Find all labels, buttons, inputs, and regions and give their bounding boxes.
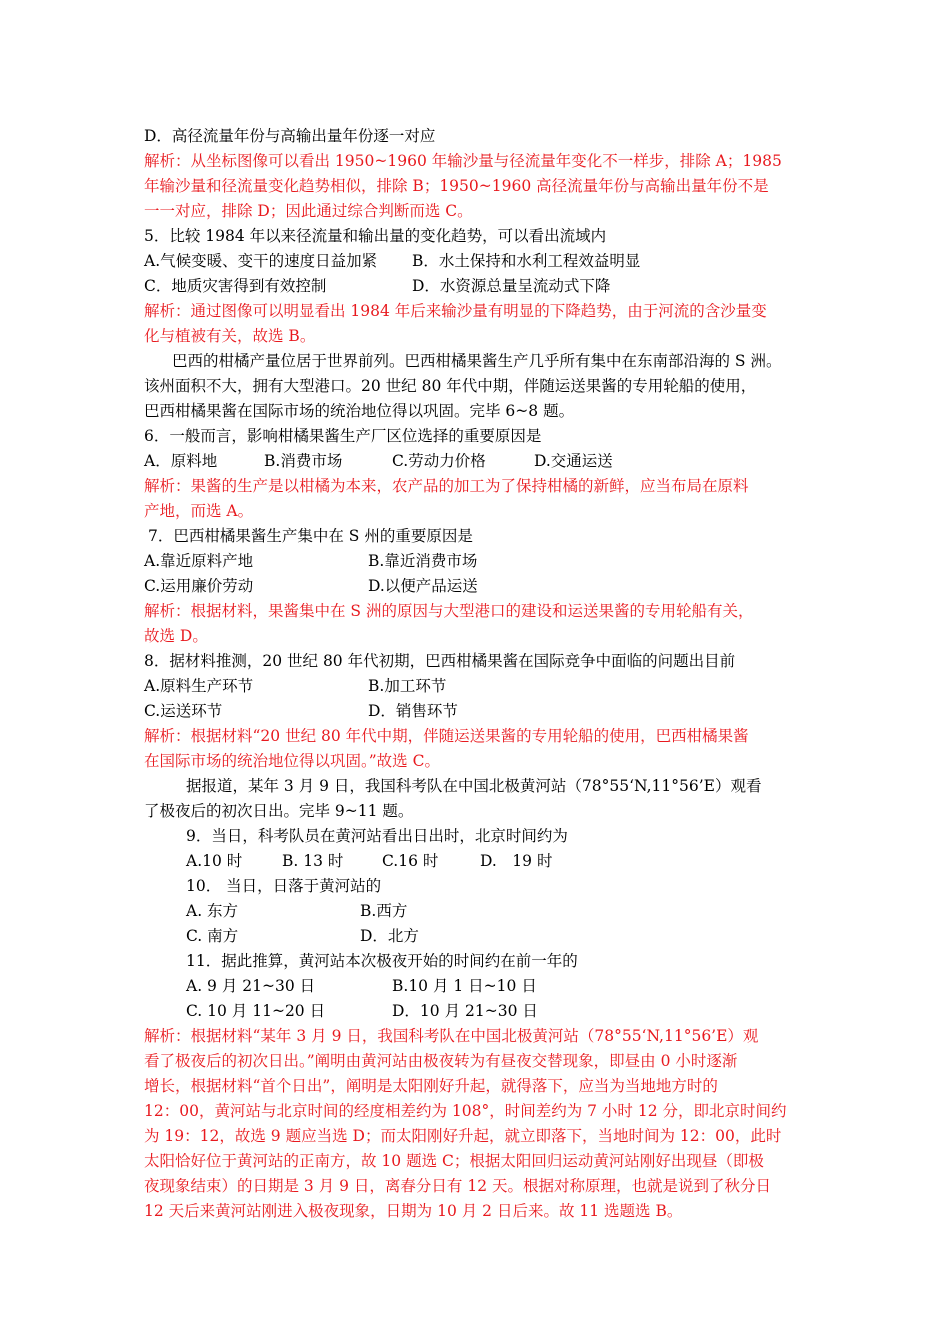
q11-option-d: D．10 月 21~30 日 — [392, 1002, 538, 1020]
analysis-9-11-line-5: 为 19：12，故选 9 题应当选 D；而太阳刚好升起，就立即落下，当地时间为 12：00，此时 — [144, 1127, 782, 1145]
material-9-11-line-1: 据报道，某年 3 月 9 日，我国科考队在中国北极黄河站（78°55‘N,11°56’E）观看 — [186, 777, 762, 795]
q6-option-d: D.交通运送 — [534, 452, 613, 470]
q7-analysis-line-1: 解析：根据材料，果酱集中在 S 洲的原因与大型港口的建设和运送果酱的专用轮船有关， — [144, 602, 754, 620]
q11-option-c: C. 10 月 11~20 日 — [186, 1002, 326, 1020]
q8-analysis-line-1: 解析：根据材料“20 世纪 80 年代中期，伴随运送果酱的专用轮船的使用，巴西柑橘果酱 — [144, 727, 749, 745]
q5-option-c: C．地质灾害得到有效控制 — [144, 277, 327, 295]
analysis-9-11-line-1: 解析：根据材料“某年 3 月 9 日，我国科考队在中国北极黄河站（78°55‘N,11°56’E）观 — [144, 1027, 759, 1045]
material-6-8-line-3: 巴西柑橘果酱在国际市场的统治地位得以巩固。完毕 6~8 题。 — [144, 402, 575, 420]
analysis-9-11-line-6: 太阳恰好位于黄河站的正南方，故 10 题选 C；根据太阳回归运动黄河站刚好出现昼（即极 — [144, 1152, 764, 1170]
q8-analysis-line-2: 在国际市场的统治地位得以巩固。”故选 C。 — [144, 752, 440, 770]
analysis-9-11-line-3: 增长，根据材料“首个日出”，阐明是太阳刚好升起，就得落下，应当为当地地方时的 — [144, 1077, 718, 1095]
q5-option-a: A.气候变暖、变干的速度日益加紧 — [144, 252, 378, 270]
q5-option-b: B．水土保持和水利工程效益明显 — [412, 252, 641, 270]
q5-stem: 5．比较 1984 年以来径流量和输出量的变化趋势，可以看出流域内 — [144, 227, 607, 245]
q5-analysis-line-2: 化与植被有关，故选 B。 — [144, 327, 316, 345]
q8-option-a: A.原料生产环节 — [144, 677, 254, 695]
q5-analysis-line-1: 解析：通过图像可以明显看出 1984 年后来输沙量有明显的下降趋势，由于河流的含沙量变 — [144, 302, 767, 320]
q4-analysis-line-1: 解析：从坐标图像可以看出 1950~1960 年输沙量与径流量年变化不一样步，排除 A；1985 — [144, 152, 782, 170]
material-6-8-line-2: 该州面积不大，拥有大型港口。20 世纪 80 年代中期，伴随运送果酱的专用轮船的使用， — [144, 377, 757, 395]
q8-option-d: D．销售环节 — [368, 702, 458, 720]
q7-option-c: C.运用廉价劳动 — [144, 577, 254, 595]
q10-option-d: D．北方 — [360, 927, 419, 945]
q6-option-c: C.劳动力价格 — [392, 452, 486, 470]
analysis-9-11-line-7: 夜现象结束）的日期是 3 月 9 日，离春分日有 12 天。根据对称原理，也就是说到了秋分日 — [144, 1177, 772, 1195]
material-9-11-line-2: 了极夜后的初次日出。完毕 9~11 题。 — [144, 802, 414, 820]
q8-option-c: C.运送环节 — [144, 702, 223, 720]
q8-option-b: B.加工环节 — [368, 677, 447, 695]
q7-option-b: B.靠近消费市场 — [368, 552, 478, 570]
q11-option-b: B.10 月 1 日~10 日 — [392, 977, 537, 995]
analysis-9-11-line-2: 看了极夜后的初次日出。”阐明由黄河站由极夜转为有昼夜交替现象，即昼由 0 小时逐渐 — [144, 1052, 738, 1070]
q6-analysis-line-1: 解析：果酱的生产是以柑橘为本来，农产品的加工为了保持柑橘的新鲜，应当布局在原料 — [144, 477, 749, 495]
q7-stem: 7．巴西柑橘果酱生产集中在 S 州的重要原因是 — [148, 527, 473, 545]
q9-option-c: C.16 时 — [382, 852, 439, 870]
q6-stem: 6．一般而言，影响柑橘果酱生产厂区位选择的重要原因是 — [144, 427, 542, 445]
analysis-9-11-line-4: 12：00，黄河站与北京时间的经度相差约为 108°，时间差约为 7 小时 12 分，即北京时间约 — [144, 1102, 787, 1120]
q4-option-d: D．高径流量年份与高输出量年份逐一对应 — [144, 127, 436, 145]
q7-option-d: D.以便产品运送 — [368, 577, 478, 595]
q9-stem: 9．当日，科考队员在黄河站看出日出时，北京时间约为 — [186, 827, 568, 845]
q5-option-d: D．水资源总量呈流动式下降 — [412, 277, 611, 295]
q8-stem: 8．据材料推测，20 世纪 80 年代初期，巴西柑橘果酱在国际竞争中面临的问题出目前 — [144, 652, 736, 670]
q9-option-d: D. 19 时 — [480, 852, 553, 870]
q10-stem: 10． 当日，日落于黄河站的 — [186, 877, 382, 895]
q11-option-a: A. 9 月 21~30 日 — [186, 977, 316, 995]
q4-analysis-line-3: 一一对应，排除 D；因此通过综合判断而选 C。 — [144, 202, 473, 220]
q6-option-a: A．原料地 — [144, 452, 218, 470]
q10-option-c: C. 南方 — [186, 927, 239, 945]
q10-option-b: B.西方 — [360, 902, 408, 920]
q7-analysis-line-2: 故选 D。 — [144, 627, 208, 645]
analysis-9-11-line-8: 12 天后来黄河站刚进入极夜现象，日期为 10 月 2 日后来。故 11 选题选 B。 — [144, 1202, 683, 1220]
q6-option-b: B.消费市场 — [264, 452, 343, 470]
q10-option-a: A. 东方 — [186, 902, 239, 920]
q7-option-a: A.靠近原料产地 — [144, 552, 254, 570]
q9-option-b: B. 13 时 — [282, 852, 344, 870]
q6-analysis-line-2: 产地，而选 A。 — [144, 502, 254, 520]
q4-analysis-line-2: 年输沙量和径流量变化趋势相似，排除 B；1950~1960 高径流量年份与高输出量年份不是 — [144, 177, 769, 195]
q11-stem: 11．据此推算，黄河站本次极夜开始的时间约在前一年的 — [186, 952, 578, 970]
material-6-8-line-1: 巴西的柑橘产量位居于世界前列。巴西柑橘果酱生产几乎所有集中在东南部沿海的 S 洲。 — [172, 352, 782, 370]
q9-option-a: A.10 时 — [186, 852, 243, 870]
